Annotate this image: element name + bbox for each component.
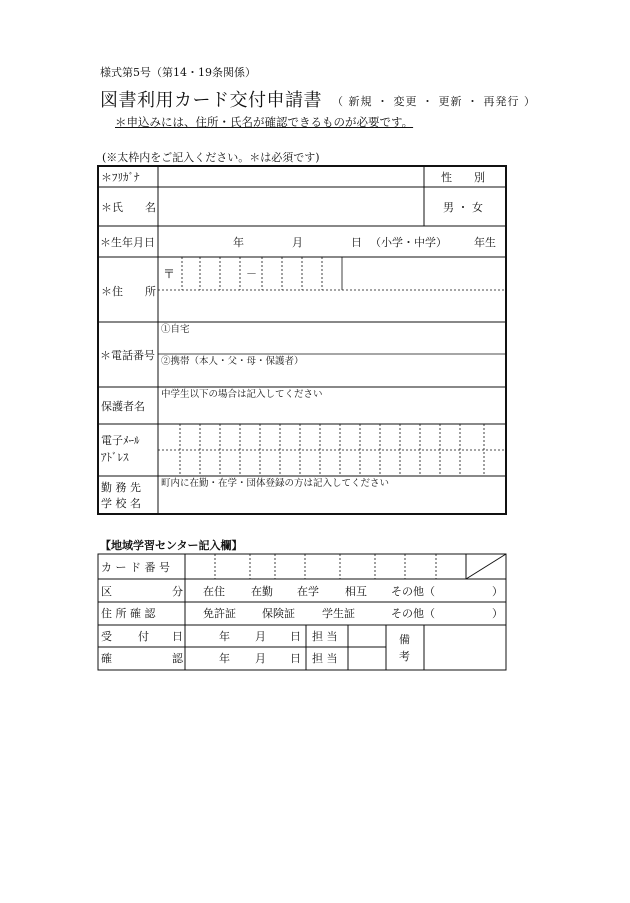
- category-option-worker[interactable]: 在勤: [251, 585, 273, 598]
- phone-mobile-label: ②携帯（本人・父・母・保護者）: [161, 356, 304, 367]
- card-number-label: カ ー ド 番 号: [101, 561, 170, 574]
- address-check-label: 住 所 確 認: [101, 607, 156, 620]
- workplace-label-line1: 勤 務 先: [101, 481, 141, 494]
- birth-year-unit: 年: [233, 236, 244, 249]
- school-options[interactable]: （小学・中学）: [370, 236, 447, 249]
- received-label-3: 日: [172, 630, 183, 643]
- postal-mark: 〒: [163, 267, 176, 281]
- furigana-label: ＊ﾌﾘｶﾞﾅ: [101, 171, 140, 184]
- received-year-unit: 年: [219, 630, 230, 643]
- guardian-note: 中学生以下の場合は記入してください: [161, 389, 323, 400]
- birth-day-unit: 日: [351, 236, 362, 249]
- fill-instruction: (※太枠内をご記入ください。＊は必須です): [102, 151, 320, 164]
- category-label-2: 分: [172, 585, 183, 598]
- category-option-other[interactable]: その他（: [391, 585, 435, 598]
- birthdate-label: ＊生年月日: [100, 236, 155, 249]
- confirm-month-unit: 月: [255, 652, 266, 665]
- postal-dash: －: [246, 267, 257, 280]
- id-required-notice: ＊申込みには、住所・氏名が確認できるものが必要です。: [115, 115, 414, 129]
- gender-label: 性 別: [441, 171, 485, 184]
- school-grade-unit: 年生: [474, 236, 496, 249]
- category-option-resident[interactable]: 在住: [203, 585, 225, 598]
- gender-options[interactable]: 男 ・ 女: [443, 201, 483, 214]
- workplace-note: 町内に在勤・在学・団体登録の方は記入してください: [161, 478, 390, 489]
- id-option-other-close: ）: [492, 607, 503, 620]
- remarks-label-2: 考: [399, 650, 410, 663]
- email-label-line1: 電子ﾒｰﾙ: [101, 434, 140, 447]
- confirm-staff-label: 担 当: [312, 652, 338, 665]
- category-label-1: 区: [101, 585, 112, 598]
- id-option-license[interactable]: 免許証: [203, 607, 236, 620]
- address-label: ＊住 所: [101, 285, 156, 298]
- id-option-student-id[interactable]: 学生証: [322, 607, 355, 620]
- phone-label: ＊電話番号: [100, 349, 155, 362]
- remarks-label-1: 備: [399, 633, 410, 646]
- email-label-line2: ｱﾄﾞﾚｽ: [101, 451, 129, 464]
- confirm-label-2: 認: [172, 652, 183, 665]
- confirm-day-unit: 日: [290, 652, 301, 665]
- form-number: 様式第5号（第14・19条関係）: [100, 66, 256, 79]
- category-option-mutual[interactable]: 相互: [345, 585, 367, 598]
- received-label-1: 受: [101, 630, 112, 643]
- category-option-student[interactable]: 在学: [297, 585, 319, 598]
- id-option-other[interactable]: その他（: [391, 607, 435, 620]
- category-option-other-close: ）: [492, 585, 503, 598]
- confirm-year-unit: 年: [219, 652, 230, 665]
- id-option-insurance[interactable]: 保険証: [262, 607, 295, 620]
- birth-month-unit: 月: [292, 236, 303, 249]
- received-label-2: 付: [138, 630, 149, 643]
- received-staff-label: 担 当: [312, 630, 338, 643]
- office-section-title: 【地域学習センター記入欄】: [100, 539, 243, 552]
- received-day-unit: 日: [290, 630, 301, 643]
- name-label: ＊氏 名: [101, 201, 156, 214]
- received-month-unit: 月: [255, 630, 266, 643]
- confirm-label-1: 確: [101, 652, 112, 665]
- phone-home-label: ①自宅: [161, 324, 190, 335]
- workplace-label-line2: 学 校 名: [101, 497, 141, 510]
- application-type-options[interactable]: （ 新規 ・ 変更 ・ 更新 ・ 再発行 ）: [332, 95, 536, 108]
- guardian-label: 保護者名: [101, 400, 145, 413]
- page-title: 図書利用カード交付申請書: [100, 90, 322, 111]
